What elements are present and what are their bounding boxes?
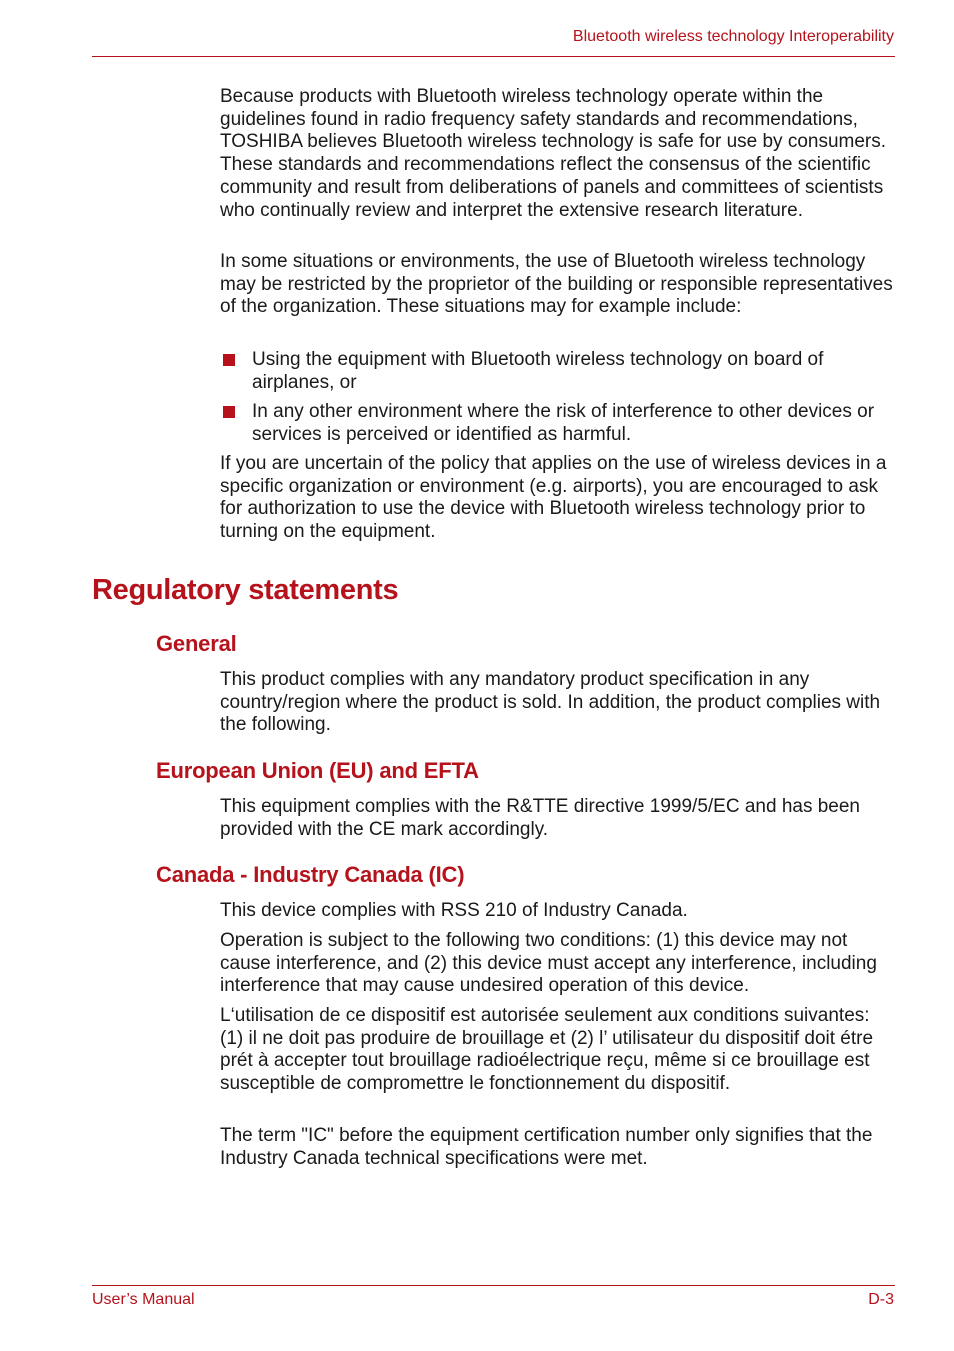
list-item-text: Using the equipment with Bluetooth wireless technology on board of airplanes, or: [252, 349, 824, 393]
subheading-general: General: [156, 631, 237, 656]
general-paragraph: This product complies with any mandatory product specification in any country/region where the product is sold. In addition, the product complies with the following.: [220, 669, 881, 736]
running-header: Bluetooth wireless technology Interoperability: [572, 28, 894, 45]
header-rule: [92, 56, 895, 57]
intro-paragraph-2: In some situations or environments, the use of Bluetooth wireless technology may be restricted by the proprietor of the building or responsible representatives of the organization. These situations may for example include:: [220, 251, 893, 318]
canada-paragraph-1: This device complies with RSS 210 of Industry Canada.: [220, 900, 688, 921]
list-item-text: In any other environment where the risk of interference to other devices or services is perceived or identified as harmful.: [252, 401, 875, 445]
intro-paragraph-3: If you are uncertain of the policy that applies on the use of wireless devices in a specific organization or environment (e.g. airports), you are encouraged to ask for authorization to use the device with Bluetooth wireless technology prior to turning on the equipment.: [220, 453, 887, 543]
bullet-square-icon: [223, 406, 235, 418]
section-heading-regulatory: Regulatory statements: [92, 574, 399, 606]
eu-paragraph: This equipment complies with the R&TTE directive 1999/5/EC and has been provided with the CE mark accordingly.: [220, 796, 860, 840]
intro-paragraph-1: Because products with Bluetooth wireless technology operate within the guidelines found in radio frequency safety standards and recommendations, TOSHIBA believes Bluetooth wireless technology is safe for use by consumers. These standards and recommendations reflect the consensus of the scientific community and result from deliberations of panels and committees of scientists who continually review and interpret the extensive research literature.: [220, 86, 887, 221]
footer-manual-title: User’s Manual: [92, 1291, 195, 1308]
canada-paragraph-4: The term "IC" before the equipment certification number only signifies that the Industry Canada technical specifications were met.: [220, 1125, 873, 1169]
subheading-canada-ic: Canada - Industry Canada (IC): [156, 862, 465, 887]
canada-paragraph-2: Operation is subject to the following two conditions: (1) this device may not cause interference, and (2) this device must accept any interference, including interference that may cause undesired operation of this device.: [220, 930, 877, 997]
bullet-square-icon: [223, 354, 235, 366]
page-number: D-3: [868, 1291, 894, 1308]
footer-rule: [92, 1285, 895, 1286]
subheading-eu-efta: European Union (EU) and EFTA: [156, 758, 479, 783]
canada-paragraph-3-french: L‘utilisation de ce dispositif est autorisée seulement aux conditions suivantes: (1) il ne doit pas produire de brouillage et (2) l’ utilisateur du dispositif doit étre prét à accepter tout brouillage radioélectrique reçu, même si ce brouillage est susceptible de compromettre le fonctionnement du dispositif.: [220, 1005, 874, 1095]
